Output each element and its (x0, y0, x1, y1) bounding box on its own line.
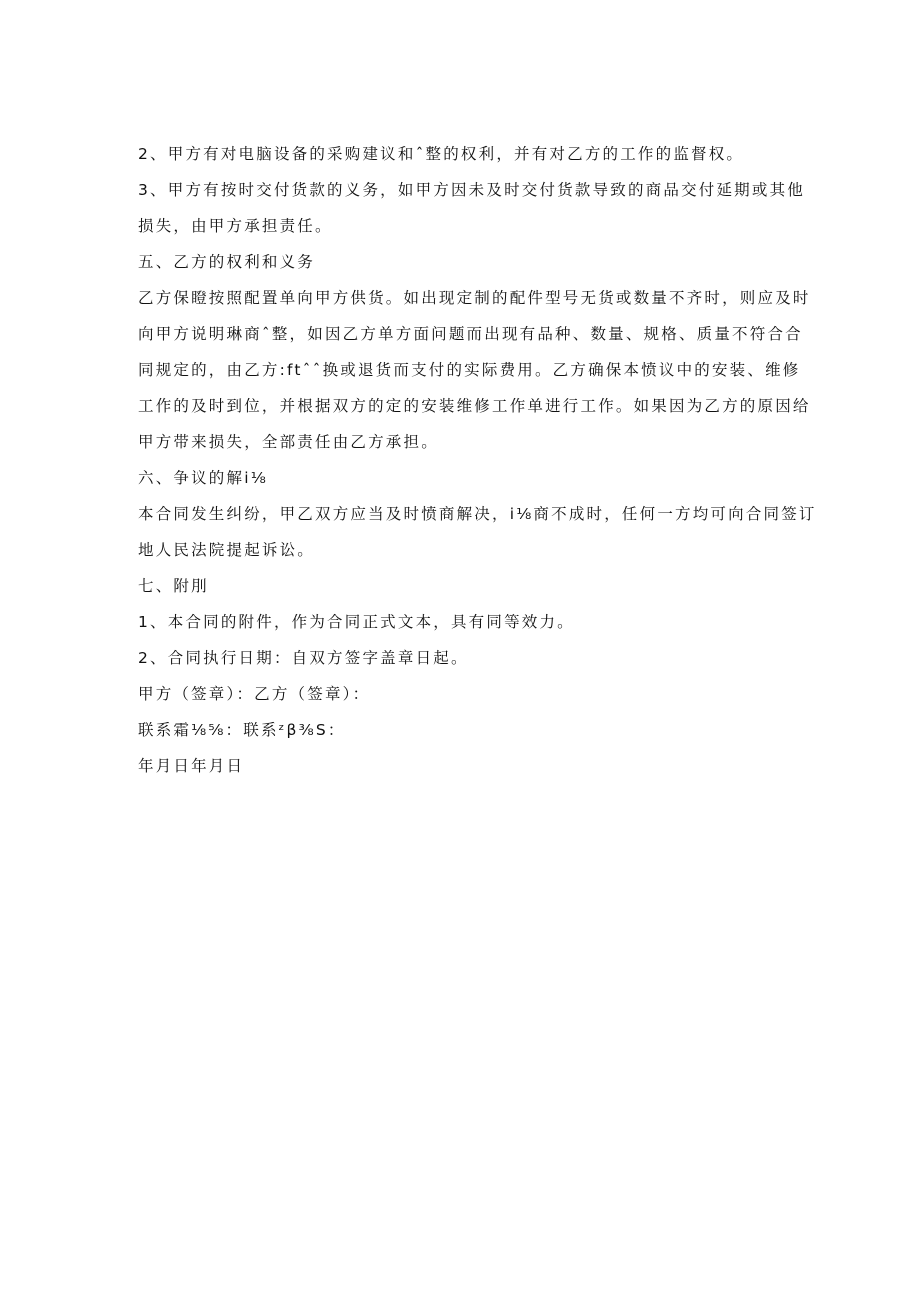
section-6-heading: 六、争议的解i⅛ (138, 469, 268, 487)
section-7-heading: 七、附刖 (138, 577, 209, 595)
section-5-line-2: 向甲方说明琳商ˆ整，如因乙方单方面问题而出现有品种、数量、规格、质量不符合合 (138, 325, 803, 343)
section-5-heading: 五、乙方的权利和义务 (138, 253, 316, 271)
clause-3-line-2: 损失，由甲方承担责任。 (138, 217, 333, 235)
section-7-item-1: 1、本合同的附件，作为合同正式文本，具有同等效力。 (138, 613, 575, 631)
clause-3-line-1: 3、甲方有按时交付货款的义务，如甲方因未及时交付货款导致的商品交付延期或其他 (138, 181, 805, 199)
section-5-line-4: 工作的及时到位，并根据双方的定的安装维修工作单进行工作。如果因为乙方的原因给 (138, 397, 811, 415)
contract-page (138, 136, 817, 784)
section-5-line-1: 乙方保瞪按照配置单向甲方供货。如出现定制的配件型号无货或数量不齐时，则应及时 (138, 289, 811, 307)
section-7-item-2: 2、合同执行日期：自双方签字盖章日起。 (138, 649, 469, 667)
signature-line: 甲方（签章）：乙方（签章）： (138, 685, 371, 703)
clause-2-line: 2、甲方有对电脑设备的采购建议和ˆ整的权利，并有对乙方的工作的监督权。 (138, 145, 745, 163)
section-5-line-5: 甲方带来损失，全部责任由乙方承担。 (138, 433, 439, 451)
date-line: 年月日年月日 (138, 757, 245, 775)
section-5-line-3: 同规定的，由乙方:ftˆˆ换或退货而支付的实际费用。乙方确保本愤议中的安装、维修 (138, 361, 801, 379)
section-6-line-1: 本合同发生纠纷，甲乙双方应当及时愤商解决，i⅛商不成时，任何一方均可向合同签订 (138, 505, 817, 523)
section-6-line-2: 地人民法院提起诉讼。 (138, 541, 316, 559)
contact-line: 联系霜⅛⅝：联系ᶻβ⅜S： (138, 721, 346, 739)
